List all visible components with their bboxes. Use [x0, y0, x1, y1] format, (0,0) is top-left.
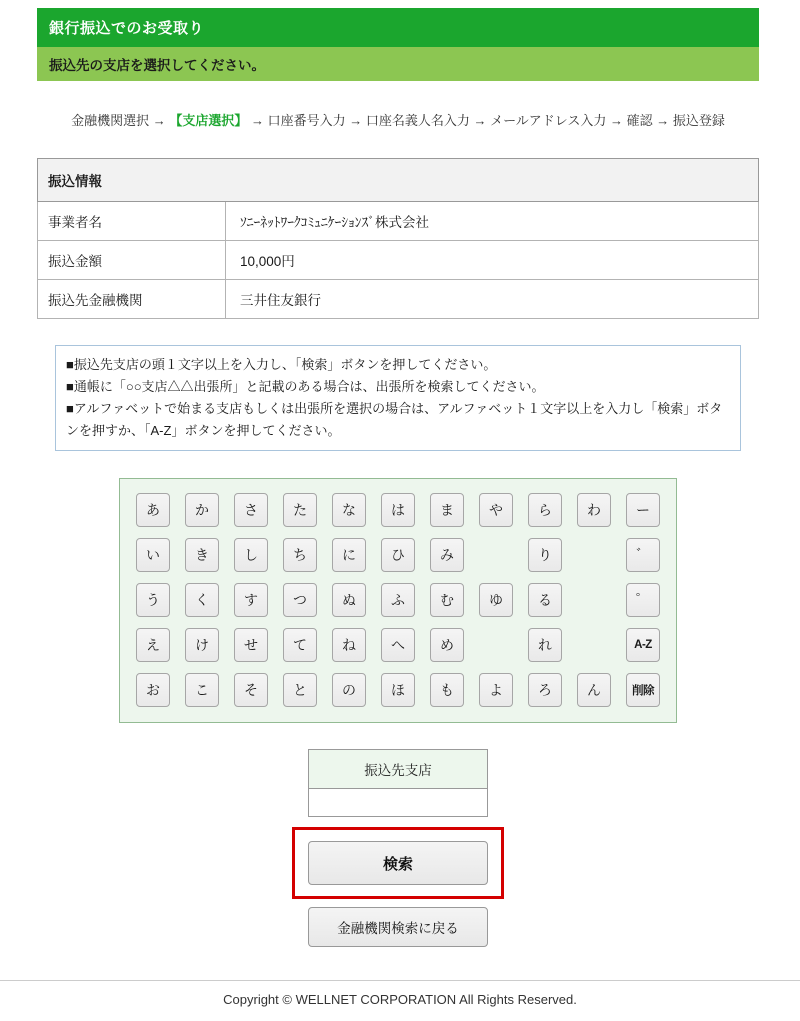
- kana-keyboard: [119, 478, 677, 723]
- breadcrumb-separator: →: [652, 113, 673, 128]
- main-content: [37, 0, 759, 947]
- breadcrumb: [37, 110, 759, 129]
- footer-copyright: Copyright © WELLNET CORPORATION All Rights Reserved.: [0, 980, 800, 1021]
- table-row: [38, 280, 759, 319]
- handakuten-key[interactable]: ゜: [626, 583, 660, 617]
- kana-key-り[interactable]: り: [528, 538, 562, 572]
- breadcrumb-separator: →: [469, 113, 491, 128]
- key-spacer: [479, 628, 513, 662]
- az-key[interactable]: A-Z: [626, 628, 660, 662]
- kana-key-れ[interactable]: れ: [528, 628, 562, 662]
- kana-key-さ[interactable]: さ: [234, 493, 268, 527]
- notice-line: ■通帳に「○○支店△△出張所」と記載のある場合は、出張所を検索してください。: [66, 379, 545, 395]
- kana-key-も[interactable]: も: [430, 673, 464, 707]
- kana-key-い[interactable]: い: [136, 538, 170, 572]
- key-spacer: [577, 583, 611, 617]
- breadcrumb-step: 【支店選択】: [169, 113, 248, 128]
- kana-key-ひ[interactable]: ひ: [381, 538, 415, 572]
- kana-key-そ[interactable]: そ: [234, 673, 268, 707]
- kana-key-わ[interactable]: わ: [577, 493, 611, 527]
- transfer-info-body: [38, 202, 759, 319]
- breadcrumb-step: 口座名義人名入力: [365, 113, 470, 128]
- page-title: 銀行振込でのお受取り: [37, 8, 759, 47]
- kana-key-な[interactable]: な: [332, 493, 366, 527]
- key-spacer: [577, 628, 611, 662]
- breadcrumb-separator: →: [345, 113, 366, 128]
- kana-key-せ[interactable]: せ: [234, 628, 268, 662]
- breadcrumb-step: 振込登録: [672, 113, 725, 128]
- kana-key-ん[interactable]: ん: [577, 673, 611, 707]
- kana-key-ふ[interactable]: ふ: [381, 583, 415, 617]
- kana-key-ろ[interactable]: ろ: [528, 673, 562, 707]
- kana-key-あ[interactable]: あ: [136, 493, 170, 527]
- row-value: ｿﾆｰﾈｯﾄﾜｰｸｺﾐｭﾆｹｰｼｮﾝｽﾞ株式会社: [226, 202, 759, 241]
- kana-key-ち[interactable]: ち: [283, 538, 317, 572]
- kana-key-ほ[interactable]: ほ: [381, 673, 415, 707]
- kana-key-や[interactable]: や: [479, 493, 513, 527]
- transfer-info-header: 振込情報: [38, 159, 759, 202]
- search-highlight-frame: [292, 827, 504, 899]
- kana-key-ら[interactable]: ら: [528, 493, 562, 527]
- kana-key-へ[interactable]: へ: [381, 628, 415, 662]
- transfer-info-table: [37, 158, 759, 319]
- notice-line: ■振込先支店の頭１文字以上を入力し、「検索」ボタンを押してください。: [66, 357, 497, 372]
- kana-key-う[interactable]: う: [136, 583, 170, 617]
- branch-input[interactable]: [309, 790, 487, 816]
- notice-box: [55, 345, 741, 451]
- kana-key-た[interactable]: た: [283, 493, 317, 527]
- kana-key-め[interactable]: め: [430, 628, 464, 662]
- kana-key-の[interactable]: の: [332, 673, 366, 707]
- kana-key-む[interactable]: む: [430, 583, 464, 617]
- dakuten-key[interactable]: ゛: [626, 538, 660, 572]
- branch-label: 振込先支店: [309, 750, 488, 789]
- page-subtitle: 振込先の支店を選択してください。: [37, 47, 759, 81]
- kana-key-chouon[interactable]: ー: [626, 493, 660, 527]
- row-label: 振込金額: [38, 241, 226, 280]
- key-spacer: [479, 538, 513, 572]
- row-label: 事業者名: [38, 202, 226, 241]
- kana-key-か[interactable]: か: [185, 493, 219, 527]
- kana-key-み[interactable]: み: [430, 538, 464, 572]
- breadcrumb-separator: →: [149, 113, 170, 128]
- breadcrumb-step: 口座番号入力: [267, 113, 346, 128]
- kana-key-は[interactable]: は: [381, 493, 415, 527]
- kana-key-く[interactable]: く: [185, 583, 219, 617]
- kana-key-ぬ[interactable]: ぬ: [332, 583, 366, 617]
- row-value: 三井住友銀行: [226, 280, 759, 319]
- kana-key-し[interactable]: し: [234, 538, 268, 572]
- branch-search-box: [308, 749, 488, 817]
- breadcrumb-step: メールアドレス入力: [490, 113, 607, 128]
- row-value: 10,000円: [226, 241, 759, 280]
- kana-key-ね[interactable]: ね: [332, 628, 366, 662]
- delete-key[interactable]: 削除: [626, 673, 660, 707]
- breadcrumb-step: 金融機関選択: [71, 113, 150, 128]
- kana-key-つ[interactable]: つ: [283, 583, 317, 617]
- kana-key-て[interactable]: て: [283, 628, 317, 662]
- kana-key-す[interactable]: す: [234, 583, 268, 617]
- branch-input-cell[interactable]: [309, 789, 488, 817]
- kana-key-る[interactable]: る: [528, 583, 562, 617]
- row-label: 振込先金融機関: [38, 280, 226, 319]
- key-spacer: [577, 538, 611, 572]
- search-button[interactable]: 検索: [308, 841, 488, 885]
- breadcrumb-step: 確認: [626, 113, 653, 128]
- notice-line: ■アルファベットで始まる支店もしくは出張所を選択の場合は、アルファベット１文字以上を入力し「検索」ボタンを押すか、「A-Z」ボタンを押してください。: [66, 401, 723, 439]
- kana-key-よ[interactable]: よ: [479, 673, 513, 707]
- kana-keyboard-grid: [136, 493, 676, 707]
- table-row: [38, 241, 759, 280]
- kana-key-け[interactable]: け: [185, 628, 219, 662]
- breadcrumb-separator: →: [247, 113, 268, 128]
- kana-key-き[interactable]: き: [185, 538, 219, 572]
- kana-key-ゆ[interactable]: ゆ: [479, 583, 513, 617]
- table-row: [38, 202, 759, 241]
- breadcrumb-separator: →: [606, 113, 627, 128]
- kana-key-こ[interactable]: こ: [185, 673, 219, 707]
- back-to-bank-search-button[interactable]: 金融機関検索に戻る: [308, 907, 488, 947]
- kana-key-と[interactable]: と: [283, 673, 317, 707]
- kana-key-に[interactable]: に: [332, 538, 366, 572]
- kana-key-え[interactable]: え: [136, 628, 170, 662]
- kana-key-お[interactable]: お: [136, 673, 170, 707]
- kana-key-ま[interactable]: ま: [430, 493, 464, 527]
